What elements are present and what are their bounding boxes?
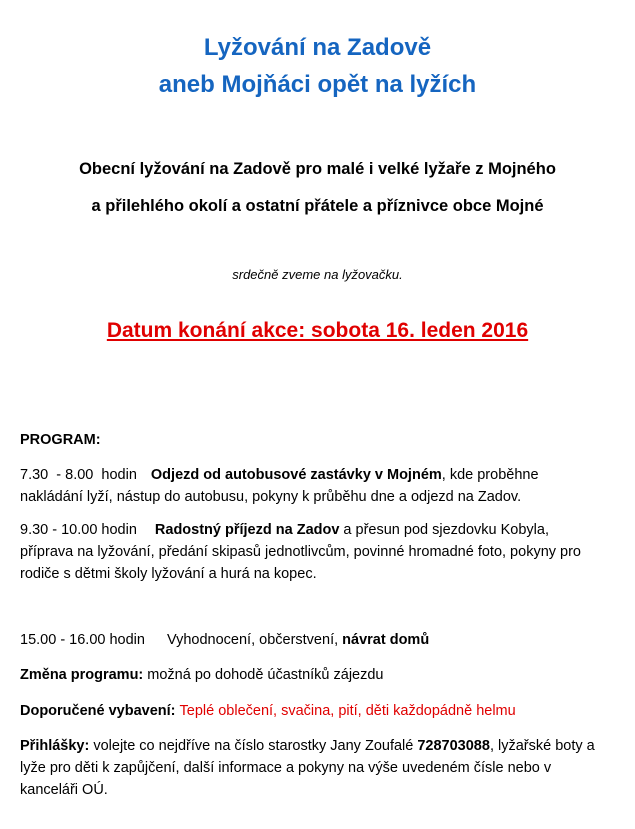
invitation-text: srdečně zveme na lyžovačku. <box>232 267 403 282</box>
event-date: Datum konání akce: sobota 16. leden 2016 <box>106 319 529 342</box>
program-time: 9.30 - 10.00 hodin <box>20 522 137 538</box>
equipment-label: Doporučené vybavení: <box>20 703 176 719</box>
registration-label: Přihlášky: <box>20 738 90 754</box>
page-title-line2: aneb Mojňáci opět na lyžích <box>158 71 477 98</box>
intro-line2: a přilehlého okolí a ostatní přátele a příznivce obce Mojné <box>91 197 544 215</box>
program-change-label: Změna programu: <box>20 667 144 683</box>
program-change <box>20 664 600 686</box>
program-description: a přesun pod sjezdovku Kobyla, příprava na lyžování, předání skipasů jednotlivcům, povinné hromadné foto, pokyny pro rodiče s dětmi školy lyžování a hurá na kopec. <box>20 522 581 582</box>
equipment-text: Teplé oblečení, svačina, pití, děti každopádně helmu <box>179 703 516 719</box>
program-highlight: Radostný příjezd na Zadov <box>154 522 340 538</box>
page-title-line1: Lyžování na Zadově <box>203 34 432 61</box>
program-item-arrival <box>20 519 600 585</box>
program-heading: PROGRAM: <box>20 432 101 448</box>
program-change-text: možná po dohodě účastníků zájezdu <box>143 667 384 683</box>
program-item-departure <box>20 464 600 508</box>
registration-text: volejte co nejdříve na číslo starostky Jany Zoufalé <box>89 738 418 754</box>
program-highlight: Odjezd od autobusové zastávky v Mojném <box>150 467 442 483</box>
program-time: 7.30 - 8.00 hodin <box>20 467 137 483</box>
intro-line1: Obecní lyžování na Zadově pro malé i velké lyžaře z Mojného <box>79 160 556 178</box>
registration-info <box>20 735 600 801</box>
program-highlight: návrat domů <box>342 632 430 648</box>
registration-text-continued: , lyžařské boty a lyže pro děti k zapůjčení, další informace a pokyny na výše uvedeném čísle nebo v kanceláři OÚ. <box>20 738 595 798</box>
recommended-equipment <box>20 700 600 722</box>
program-item-return <box>20 629 600 651</box>
program-time: 15.00 - 16.00 hodin <box>20 632 145 648</box>
registration-phone: 728703088 <box>417 738 490 754</box>
program-description: , kde proběhne nakládání lyží, nástup do autobusu, pokyny k průběhu dne a odjezd na Zadov. <box>20 467 539 505</box>
program-description: Vyhodnocení, občerstvení, <box>166 632 343 648</box>
